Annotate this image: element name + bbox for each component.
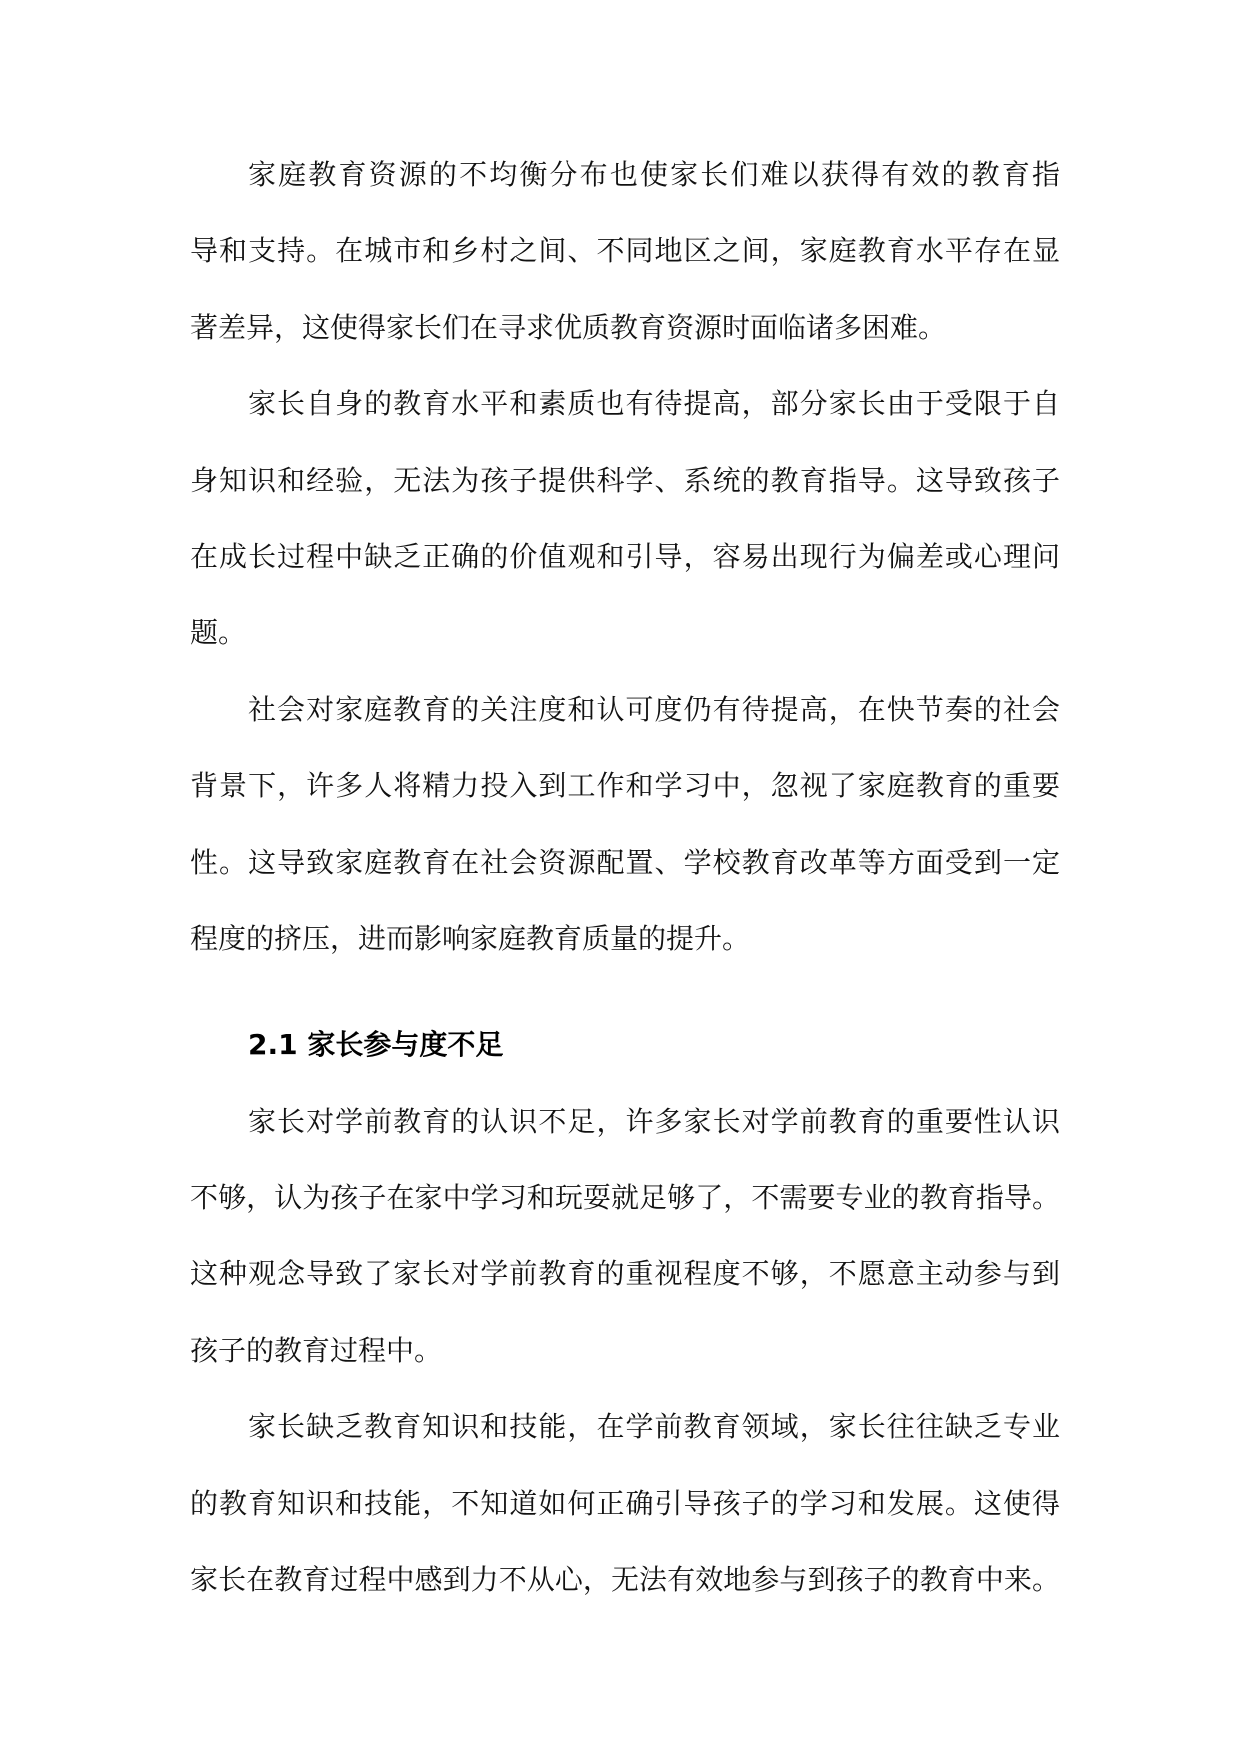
paragraph-line: 题。 (190, 616, 247, 650)
paragraph-line: 家长在教育过程中感到力不从心，无法有效地参与到孩子的教育中来。 (190, 1563, 1060, 1597)
paragraph-line: 背景下，许多人将精力投入到工作和学习中，忽视了家庭教育的重要 (190, 769, 1060, 803)
paragraph-line: 家长对学前教育的认识不足，许多家长对学前教育的重要性认识 (248, 1104, 1060, 1138)
paragraph-line: 性。这导致家庭教育在社会资源配置、学校教育改革等方面受到一定 (190, 845, 1060, 879)
section-heading: 2.1 家长参与度不足 (248, 1028, 504, 1062)
paragraph-line: 导和支持。在城市和乡村之间、不同地区之间，家庭教育水平存在显 (190, 234, 1060, 268)
paragraph-line: 家长自身的教育水平和素质也有待提高，部分家长由于受限于自 (248, 387, 1060, 421)
paragraph (190, 366, 1060, 672)
paragraph-line: 的教育知识和技能，不知道如何正确引导孩子的学习和发展。这使得 (190, 1486, 1060, 1520)
paragraph-line: 不够，认为孩子在家中学习和玩耍就足够了，不需要专业的教育指导。 (190, 1181, 1060, 1215)
paragraph-line: 孩子的教育过程中。 (190, 1333, 443, 1367)
paragraph-line: 家庭教育资源的不均衡分布也使家长们难以获得有效的教育指 (248, 158, 1060, 191)
paragraph-line: 社会对家庭教育的关注度和认可度仍有待提高，在快节奏的社会 (248, 692, 1060, 726)
document-body (190, 137, 1060, 1618)
paragraph-line: 著差异，这使得家长们在寻求优质教育资源时面临诸多困难。 (190, 310, 947, 344)
paragraph (190, 1084, 1060, 1390)
paragraph-line: 程度的挤压，进而影响家庭教育质量的提升。 (190, 921, 751, 955)
paragraph-line: 这种观念导致了家长对学前教育的重视程度不够，不愿意主动参与到 (190, 1257, 1060, 1291)
paragraph (190, 137, 1060, 366)
paragraph-line: 在成长过程中缺乏正确的价值观和引导，容易出现行为偏差或心理问 (190, 539, 1060, 573)
paragraph-line: 身知识和经验，无法为孩子提供科学、系统的教育指导。这导致孩子 (190, 463, 1060, 497)
paragraph (190, 1389, 1060, 1618)
paragraph (190, 672, 1060, 978)
paragraph-line: 家长缺乏教育知识和技能，在学前教育领域，家长往往缺乏专业 (248, 1410, 1060, 1444)
